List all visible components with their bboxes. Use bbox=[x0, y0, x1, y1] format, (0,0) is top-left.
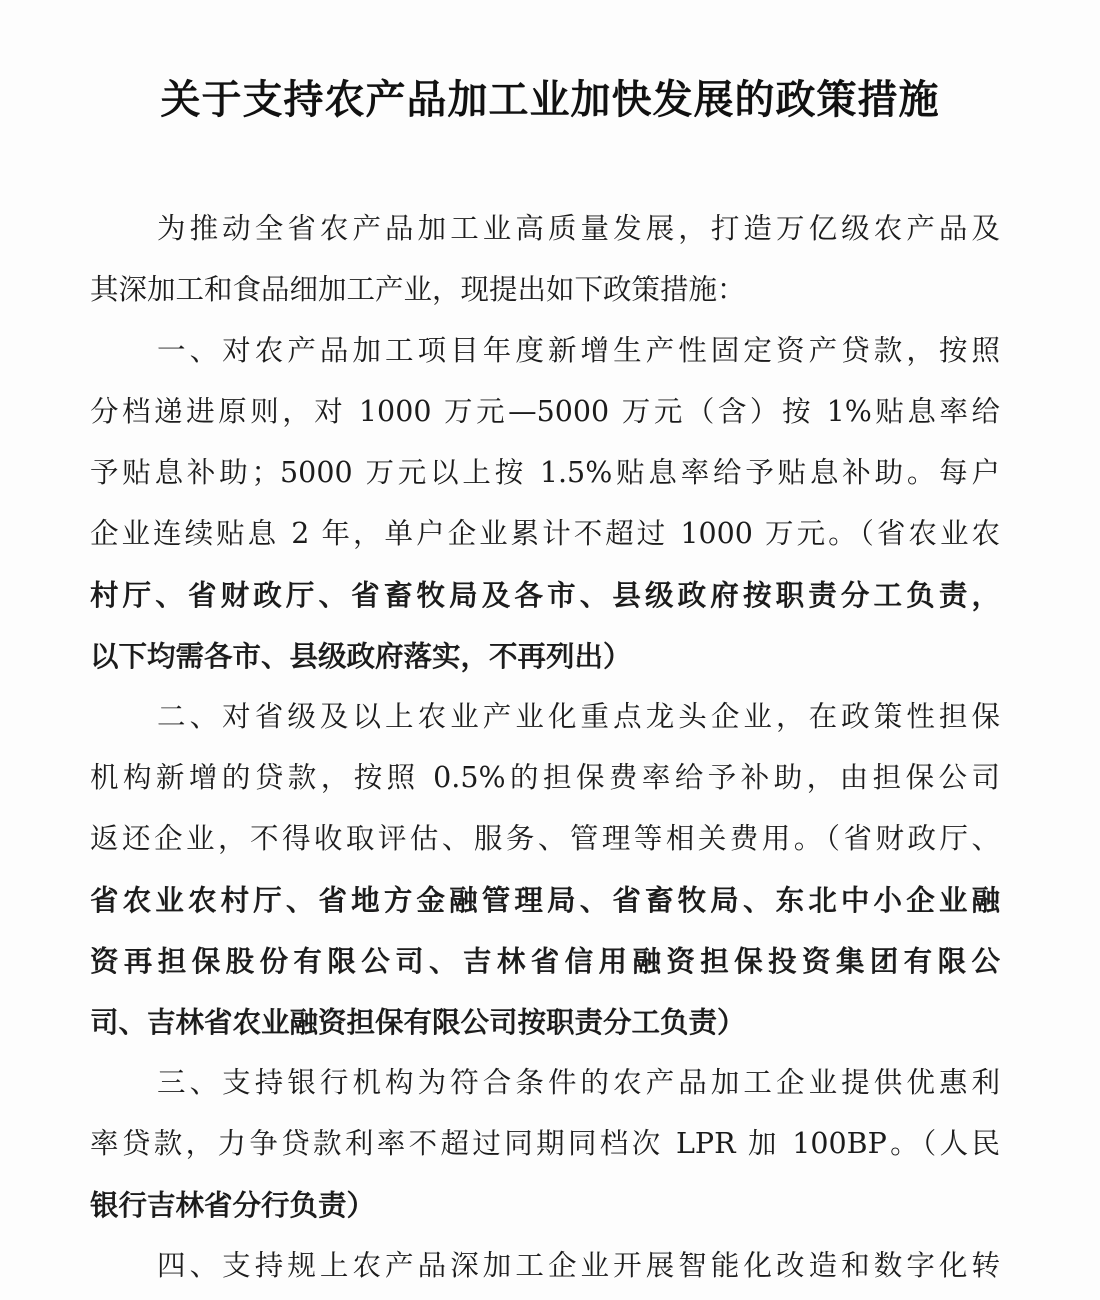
document-title: 关于支持农产品加工业加快发展的政策措施 bbox=[160, 77, 940, 123]
paragraph-1-line-5: 村厅、省财政厅、省畜牧局及各市、县级政府按职责分工负责， bbox=[90, 578, 1000, 612]
paragraph-3-line-3: 银行吉林省分行负责） bbox=[90, 1188, 376, 1222]
paragraph-1-line-4: 企业连续贴息 2 年，单户企业累计不超过 1000 万元。（省农业农 bbox=[90, 517, 1000, 550]
paragraph-intro-line-2: 其深加工和食品细加工产业，现提出如下政策措施： bbox=[90, 273, 746, 306]
paragraph-1-line-1: 一、对农产品加工项目年度新增生产性固定资产贷款，按照 bbox=[157, 334, 1000, 367]
paragraph-2-line-4: 省农业农村厅、省地方金融管理局、省畜牧局、东北中小企业融 bbox=[90, 883, 1000, 917]
paragraph-1-line-2: 分档递进原则，对 1000 万元—5000 万元（含）按 1%贴息率给 bbox=[90, 395, 1000, 428]
paragraph-2-line-2: 机构新增的贷款，按照 0.5%的担保费率给予补助，由担保公司 bbox=[90, 761, 1000, 794]
paragraph-2-line-3: 返还企业，不得收取评估、服务、管理等相关费用。（省财政厅、 bbox=[90, 822, 1000, 855]
paragraph-2-line-1: 二、对省级及以上农业产业化重点龙头企业，在政策性担保 bbox=[157, 700, 1000, 733]
paragraph-1-line-6: 以下均需各市、县级政府落实，不再列出） bbox=[90, 639, 632, 673]
paragraph-3-line-1: 三、支持银行机构为符合条件的农产品加工企业提供优惠利 bbox=[157, 1066, 1000, 1099]
paragraph-2-line-5: 资再担保股份有限公司、吉林省信用融资担保投资集团有限公 bbox=[90, 944, 1000, 978]
paragraph-3-line-2: 率贷款，力争贷款利率不超过同期同档次 LPR 加 100BP。（人民 bbox=[90, 1127, 1000, 1160]
paragraph-4-line-1: 四、支持规上农产品深加工企业开展智能化改造和数字化转 bbox=[157, 1249, 1000, 1282]
paragraph-1-line-3: 予贴息补助；5000 万元以上按 1.5%贴息率给予贴息补助。每户 bbox=[90, 456, 1000, 489]
paragraph-intro-line-1: 为推动全省农产品加工业高质量发展，打造万亿级农产品及 bbox=[157, 212, 1000, 245]
paragraph-2-line-6: 司、吉林省农业融资担保有限公司按职责分工负责） bbox=[90, 1005, 746, 1039]
